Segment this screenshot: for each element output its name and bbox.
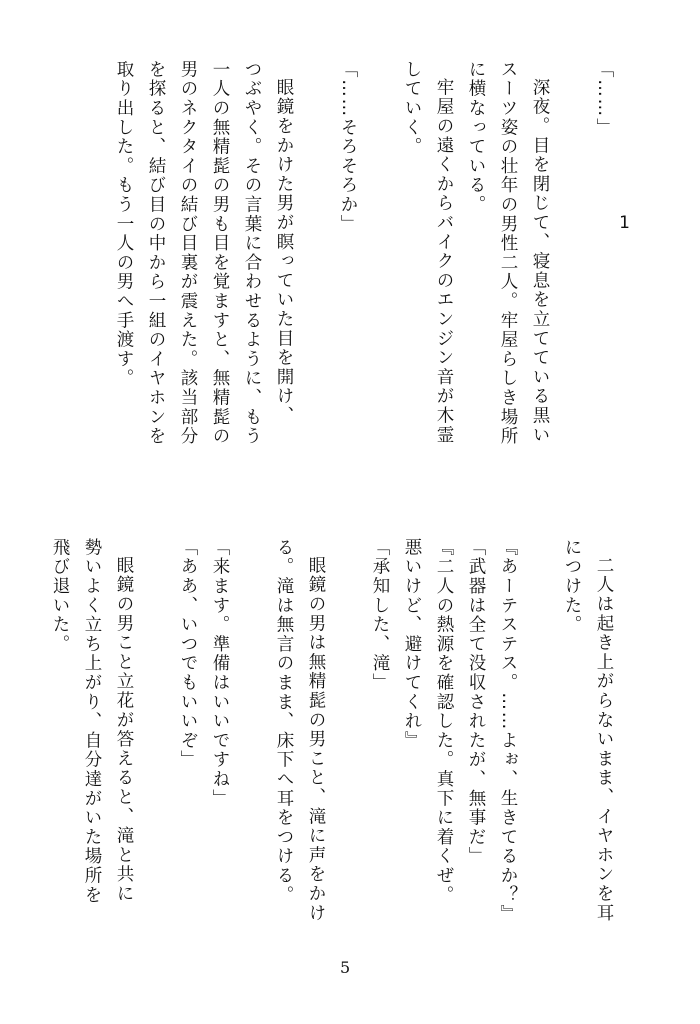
bottom-text-column: 『あーテステス。……よぉ、生きてるか？』 [498,538,518,924]
bottom-text-column: 「ああ、いつでもいいぞ」 [178,538,198,770]
bottom-text-column: 眼鏡の男は無精髭の男こと、滝に声をかけ [306,556,326,923]
bottom-text-column: 「武器は全て没収されたが、無事だ」 [466,538,486,867]
top-text-column: つぶやく。その言葉に合わせるように、もう [242,60,262,446]
bottom-text-column: 「来ます。準備はいいですね」 [210,538,230,809]
bottom-text-column: 『二人の熱源を確認した。真下に着くぜ。 [434,538,454,905]
top-text-column: 男のネクタイの結び目裏が震えた。該当部分 [178,60,198,446]
bottom-text-column: 飛び退いた。 [50,538,70,654]
top-text-column: に横なっている。 [466,60,486,215]
top-text-column: を探ると、結び目の中から一組のイヤホンを [146,60,166,446]
top-text-column: 一人の無精髭の男も目を覚ますと、無精髭の [210,60,230,446]
top-text-column: 取り出した。もう一人の男へ手渡す。 [114,60,134,389]
bottom-text-column: 眼鏡の男こと立花が答えると、滝と共に [114,556,134,904]
top-text-column: していく。 [402,60,422,157]
bottom-text-column: 二人は起き上がらないまま、イヤホンを耳 [594,556,614,923]
bottom-text-column: 「承知した、滝」 [370,538,390,693]
bottom-text-column: 勢いよく立ち上がり、自分達がいた場所を [82,538,102,905]
page-number: 5 [340,958,351,977]
bottom-text-column: 悪いけど、避けてくれ』 [402,538,422,751]
bottom-text-block [44,538,620,938]
top-text-column: 「……」 [594,60,614,138]
top-text-column: 牢屋の遠くからバイクのエンジン音が木霊 [434,78,454,445]
top-text-block [108,60,620,490]
chapter-number: 1 [619,213,630,233]
bottom-text-column: る。滝は無言のまま、床下へ耳をつける。 [274,538,294,905]
top-text-column: 「……そろそろか」 [338,60,358,234]
top-text-column: スーツ姿の壮年の男性二人。牢屋らしき場所 [498,60,518,446]
top-text-column: 眼鏡をかけた男が瞑っていた目を開け、 [274,78,294,426]
bottom-text-column: につけた。 [562,538,582,635]
top-text-column: 深夜。目を閉じて、寝息を立てている黒い [530,78,550,445]
